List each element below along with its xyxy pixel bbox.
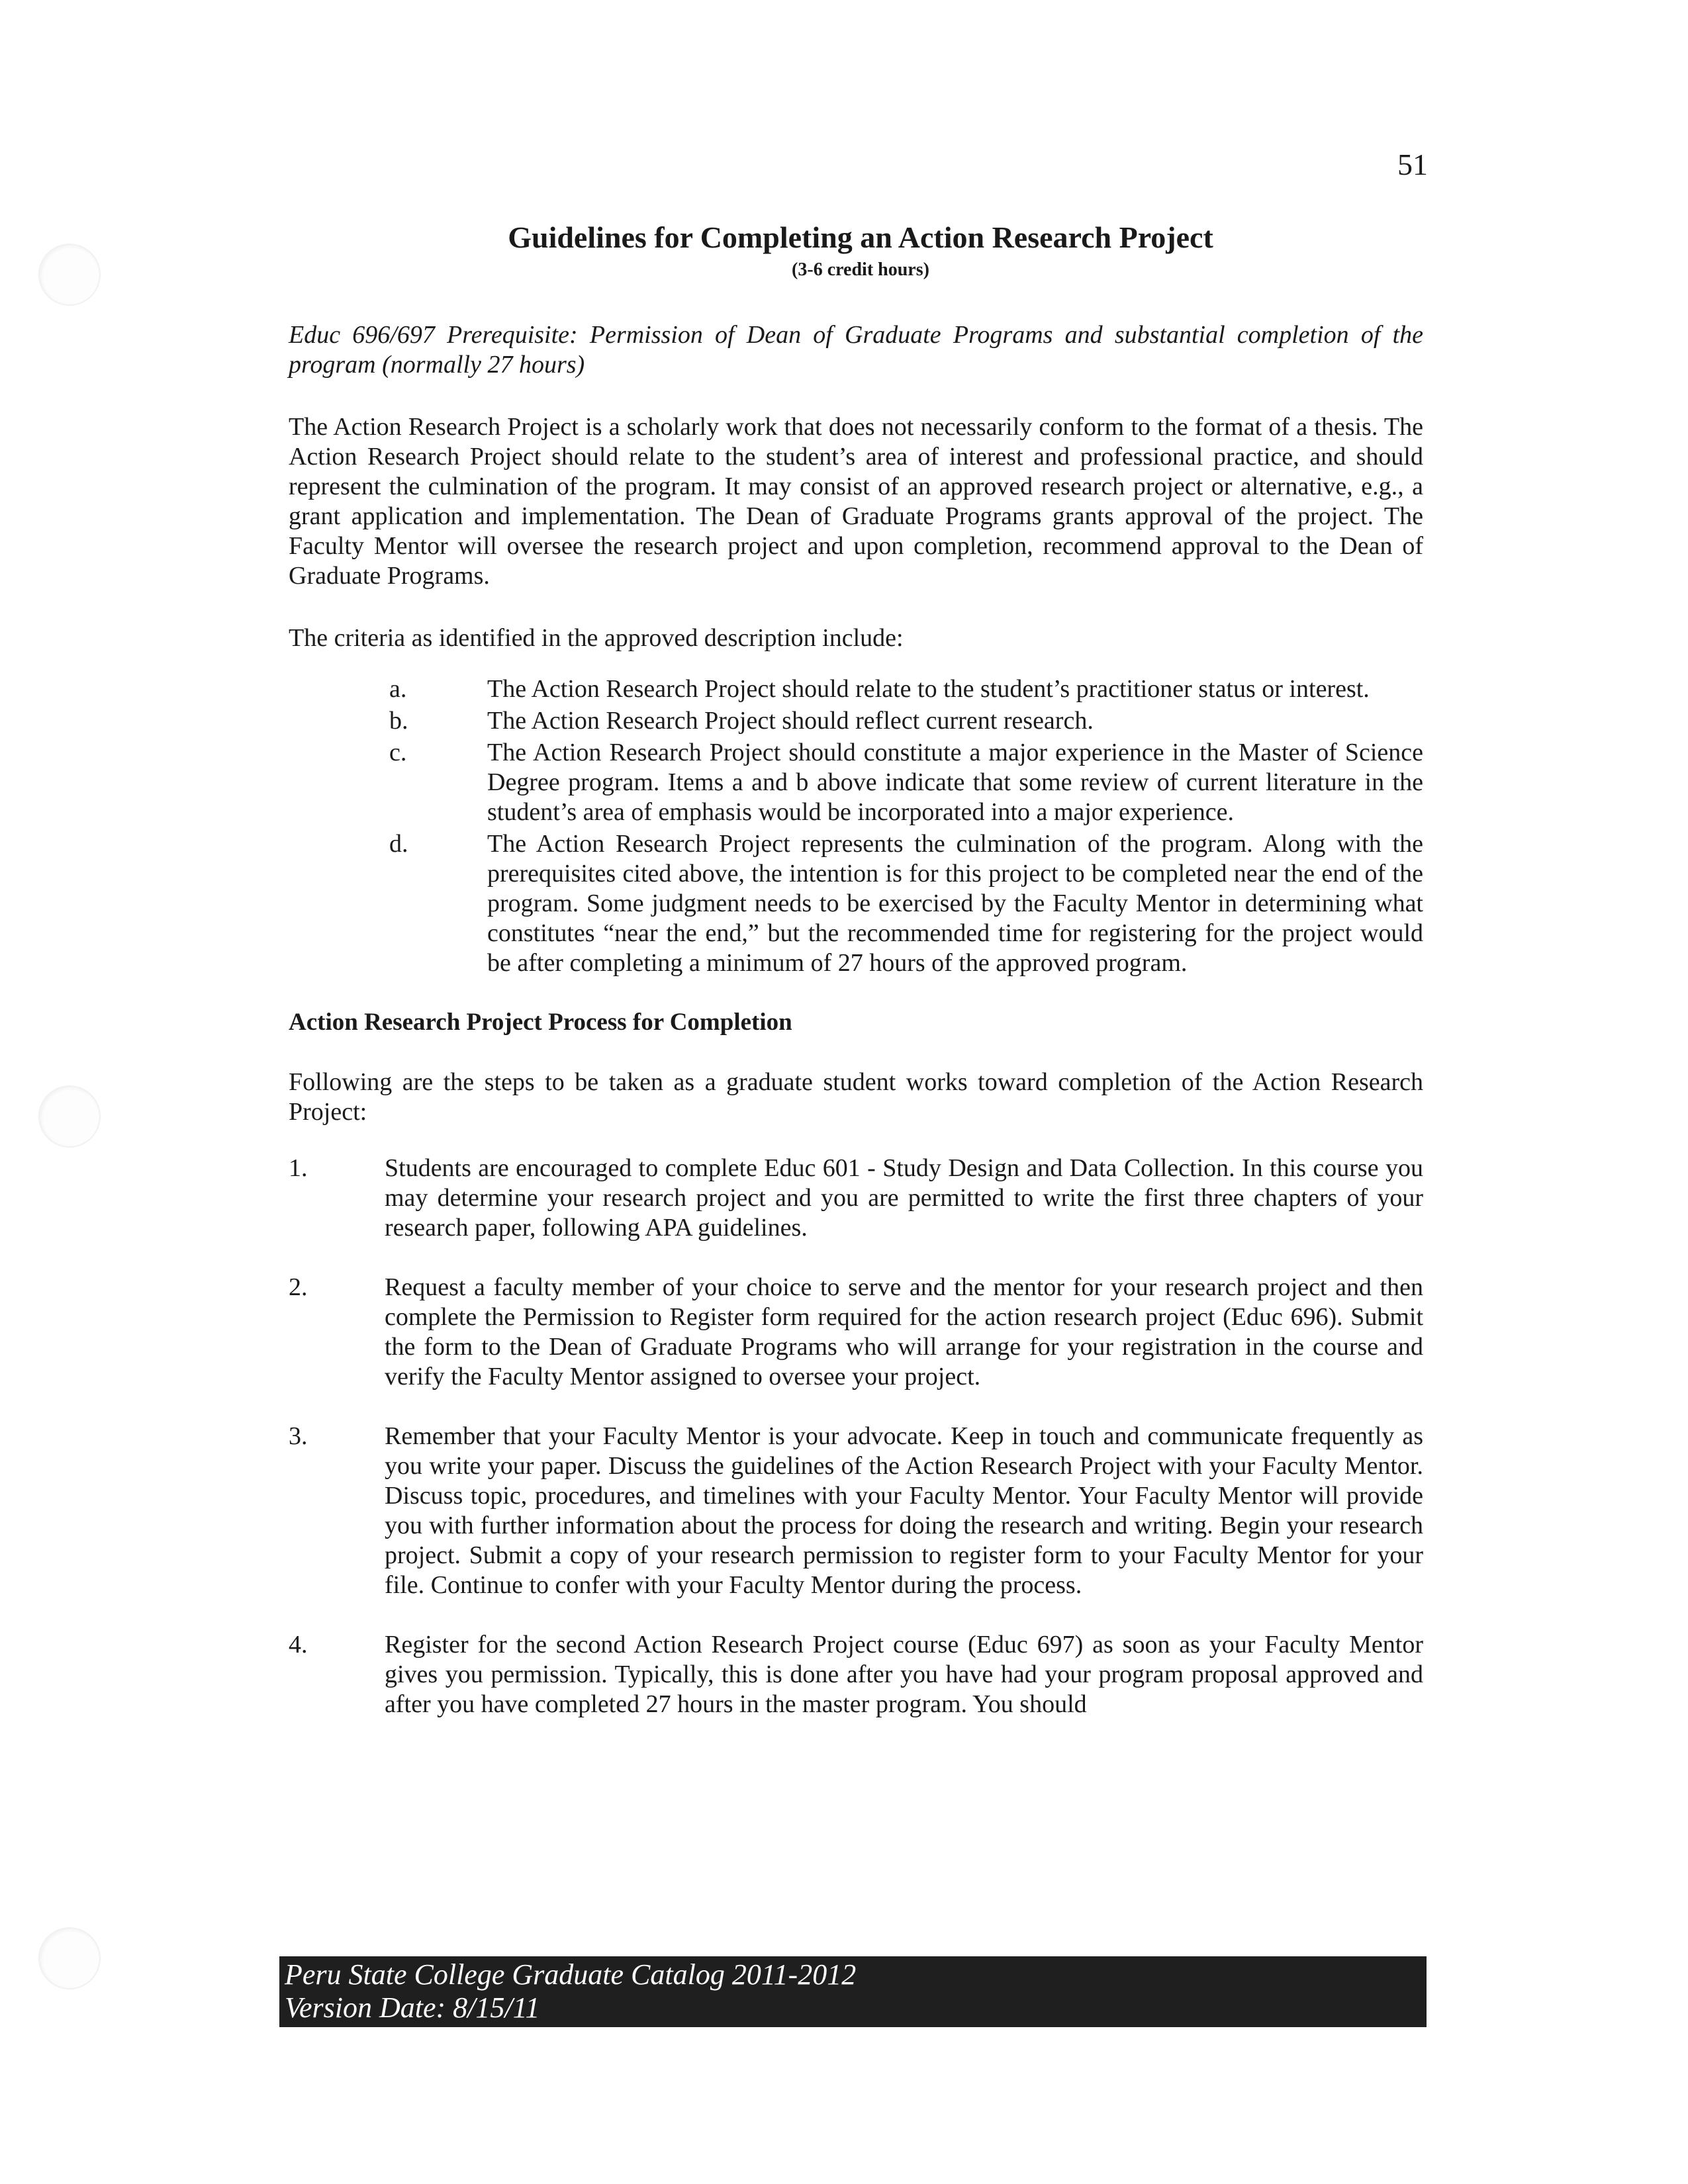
steps-list — [289, 1154, 1423, 1719]
intro-paragraph: The Action Research Project is a scholarly work that does not necessarily conform to the format of a thesis. The Action Research Project should relate to the student’s area of interest and professional practice, and should represent the culmination of the program. It may consist of an approved research project or alternative, e.g., a grant application and implementation. The Dean of Graduate Programs grants approval of the project. The Faculty Mentor will oversee the research project and upon completion, recommend approval to the Dean of Graduate Programs. — [289, 413, 1423, 590]
list-item-text: The Action Research Project should reflect current research. — [487, 707, 1094, 735]
list-item-text: The Action Research Project should relate to the student’s practitioner status or interest. — [487, 675, 1370, 703]
list-item-marker: b. — [389, 707, 408, 735]
list-item-marker: 2. — [289, 1273, 308, 1301]
punch-hole — [38, 1085, 101, 1148]
list-item-text: Students are encouraged to complete Educ 601 - Study Design and Data Collection. In this course you may determine your research project and you are permitted to write the first three chapters of your research paper, following APA guidelines. — [385, 1154, 1423, 1242]
list-item-text: Request a faculty member of your choice to serve and the mentor for your research project and then complete the Permission to Register form required for the action research project (Educ 696). Submit the form to the Dean of Graduate Programs who will arrange for your registration in the course and verify the Faculty Mentor assigned to oversee your project. — [385, 1273, 1423, 1390]
list-item-marker: d. — [389, 830, 408, 858]
steps-intro: Following are the steps to be taken as a graduate student works toward completion of the Action Research Project: — [289, 1068, 1423, 1126]
list-item — [289, 1154, 1423, 1243]
list-item-text: Register for the second Action Research Project course (Educ 697) as soon as your Faculty Mentor gives you permission. Typically, this is done after you have had your program proposal approved and after you have completed 27 hours in the master program. You should — [385, 1631, 1423, 1718]
prerequisite-note: Educ 696/697 Prerequisite: Permission of Dean of Graduate Programs and substantial completion of the program (normally 27 hours) — [289, 321, 1423, 379]
catalog-footer — [279, 1956, 1427, 2027]
list-item-text: The Action Research Project represents the culmination of the program. Along with the prerequisites cited above, the intention is for this project to be completed near the end of the program. Some judgment needs to be exercised by the Faculty Mentor in determining what constitutes “near the end,” but the recommended time for registering for the project would be after completing a minimum of 27 hours of the approved program. — [487, 830, 1423, 977]
list-item — [289, 1630, 1423, 1719]
list-item — [289, 706, 1423, 736]
list-item-marker: c. — [389, 739, 407, 766]
list-item — [289, 674, 1423, 704]
list-item — [289, 738, 1423, 827]
page-title: Guidelines for Completing an Action Research Project — [508, 220, 1213, 254]
list-item — [289, 1422, 1423, 1600]
list-item — [289, 1273, 1423, 1392]
list-item — [289, 829, 1423, 978]
list-item-marker: 3. — [289, 1422, 308, 1450]
punch-hole — [38, 1927, 101, 1989]
list-item-marker: 4. — [289, 1631, 308, 1659]
criteria-intro: The criteria as identified in the approved description include: — [289, 624, 904, 652]
list-item-marker: 1. — [289, 1154, 308, 1182]
criteria-list — [289, 674, 1423, 978]
page-subtitle: (3-6 credit hours) — [792, 259, 929, 280]
document-body — [289, 320, 1423, 1749]
list-item-text: The Action Research Project should constitute a major experience in the Master of Science Degree program. Items a and b above indicate that some review of current literature in the student’s area of emphasis would be incorporated into a major experience. — [487, 739, 1423, 826]
footer-catalog-title: Peru State College Graduate Catalog 2011-2012 — [285, 1958, 857, 1991]
list-item-marker: a. — [389, 675, 407, 703]
list-item-text: Remember that your Faculty Mentor is your advocate. Keep in touch and communicate frequently as you write your paper. Discuss the guidelines of the Action Research Project with your Faculty Mentor. Discuss topic, procedures, and timelines with your Faculty Mentor. Your Faculty Mentor will provide you with further information about the process for doing the research and writing. Begin your research project. Submit a copy of your research permission to register form to your Faculty Mentor for your file. Continue to confer with your Faculty Mentor during the process. — [385, 1422, 1423, 1599]
section-heading: Action Research Project Process for Completion — [289, 1009, 792, 1036]
page-number: 51 — [1397, 148, 1428, 181]
footer-version-date: Version Date: 8/15/11 — [285, 1991, 540, 2024]
